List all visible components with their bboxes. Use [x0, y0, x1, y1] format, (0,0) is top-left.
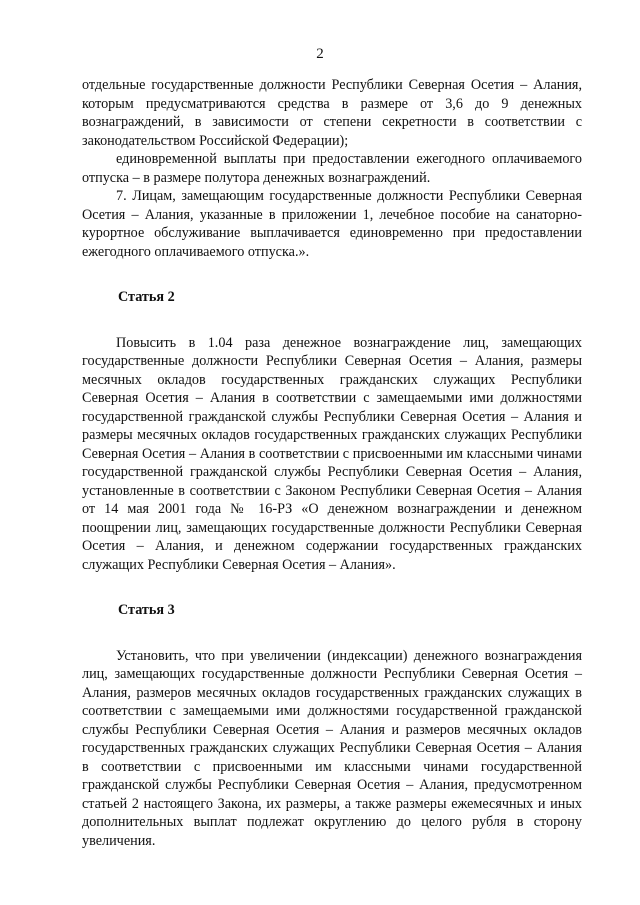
- article-3-text: Установить, что при увеличении (индексации) денежного вознаграждения лиц, замещающих государственные должности Республики Северная Осетия – Алания, размеров месячных окладов государственных гражданских служащих в соответствии с замещаемыми ими должностями государственной гражданской службы Республики Северная Осетия – Алания и размеров месячных окладов государственных гражданских служащих Республики Северная Осетия – Алания в соответствии с присвоенными им классными чинами государственной гражданской службы Республики Северная Осетия – Алания, предусмотренном статьей 2 настоящего Закона, их размеры, а также размеры ежемесячных и иных дополнительных выплат подлежат округлению до целого рубля в сторону увеличения.: [82, 647, 582, 849]
- paragraph-item-7: 7. Лицам, замещающим государственные должности Республики Северная Осетия – Алания, указанные в приложении 1, лечебное пособие на санаторно-курортное обслуживание выплачивается единовременно при предоставлении ежегодного оплачиваемого отпуска.».: [82, 188, 582, 260]
- document-body: [82, 76, 582, 850]
- article-2-text: Повысить в 1.04 раза денежное вознаграждение лиц, замещающих государственные должности Республики Северная Осетия – Алания, размеры месячных окладов государственных гражданских служащих Республики Северная Осетия – Алания в соответствии с замещаемыми ими должностями государственной гражданской службы Республики Северная Осетия – Алания и размеры месячных окладов государственных гражданских служащих Республики Северная Осетия – Алания в соответствии с присвоенными им классными чинами государственной гражданской службы Республики Северная Осетия – Алания, установленные в соответствии с Законом Республики Северная Осетия – Алания от 14 мая 2001 года № 16-РЗ «О денежном вознаграждении и денежном поощрении лиц, замещающих государственные должности Республики Северная Осетия – Алания, и денежном содержании государственных гражданских служащих Республики Северная Осетия – Алания».: [82, 334, 582, 573]
- spacer: [82, 307, 582, 334]
- article-3-heading: Статья 3: [118, 602, 175, 618]
- page-number: 2: [316, 46, 324, 62]
- spacer: [82, 261, 582, 288]
- spacer: [82, 574, 582, 601]
- paragraph-one-time-payment: единовременной выплаты при предоставлении ежегодного оплачиваемого отпуска – в размере полутора денежных вознаграждений.: [82, 151, 582, 186]
- spacer: [82, 620, 582, 647]
- paragraph-continued: отдельные государственные должности Республики Северная Осетия – Алания, которым предусматриваются средства в размере от 3,6 до 9 денежных вознаграждений, в зависимости от степени секретности в соответствии с законодательством Российской Федерации);: [82, 77, 582, 149]
- article-2-heading: Статья 2: [118, 289, 175, 305]
